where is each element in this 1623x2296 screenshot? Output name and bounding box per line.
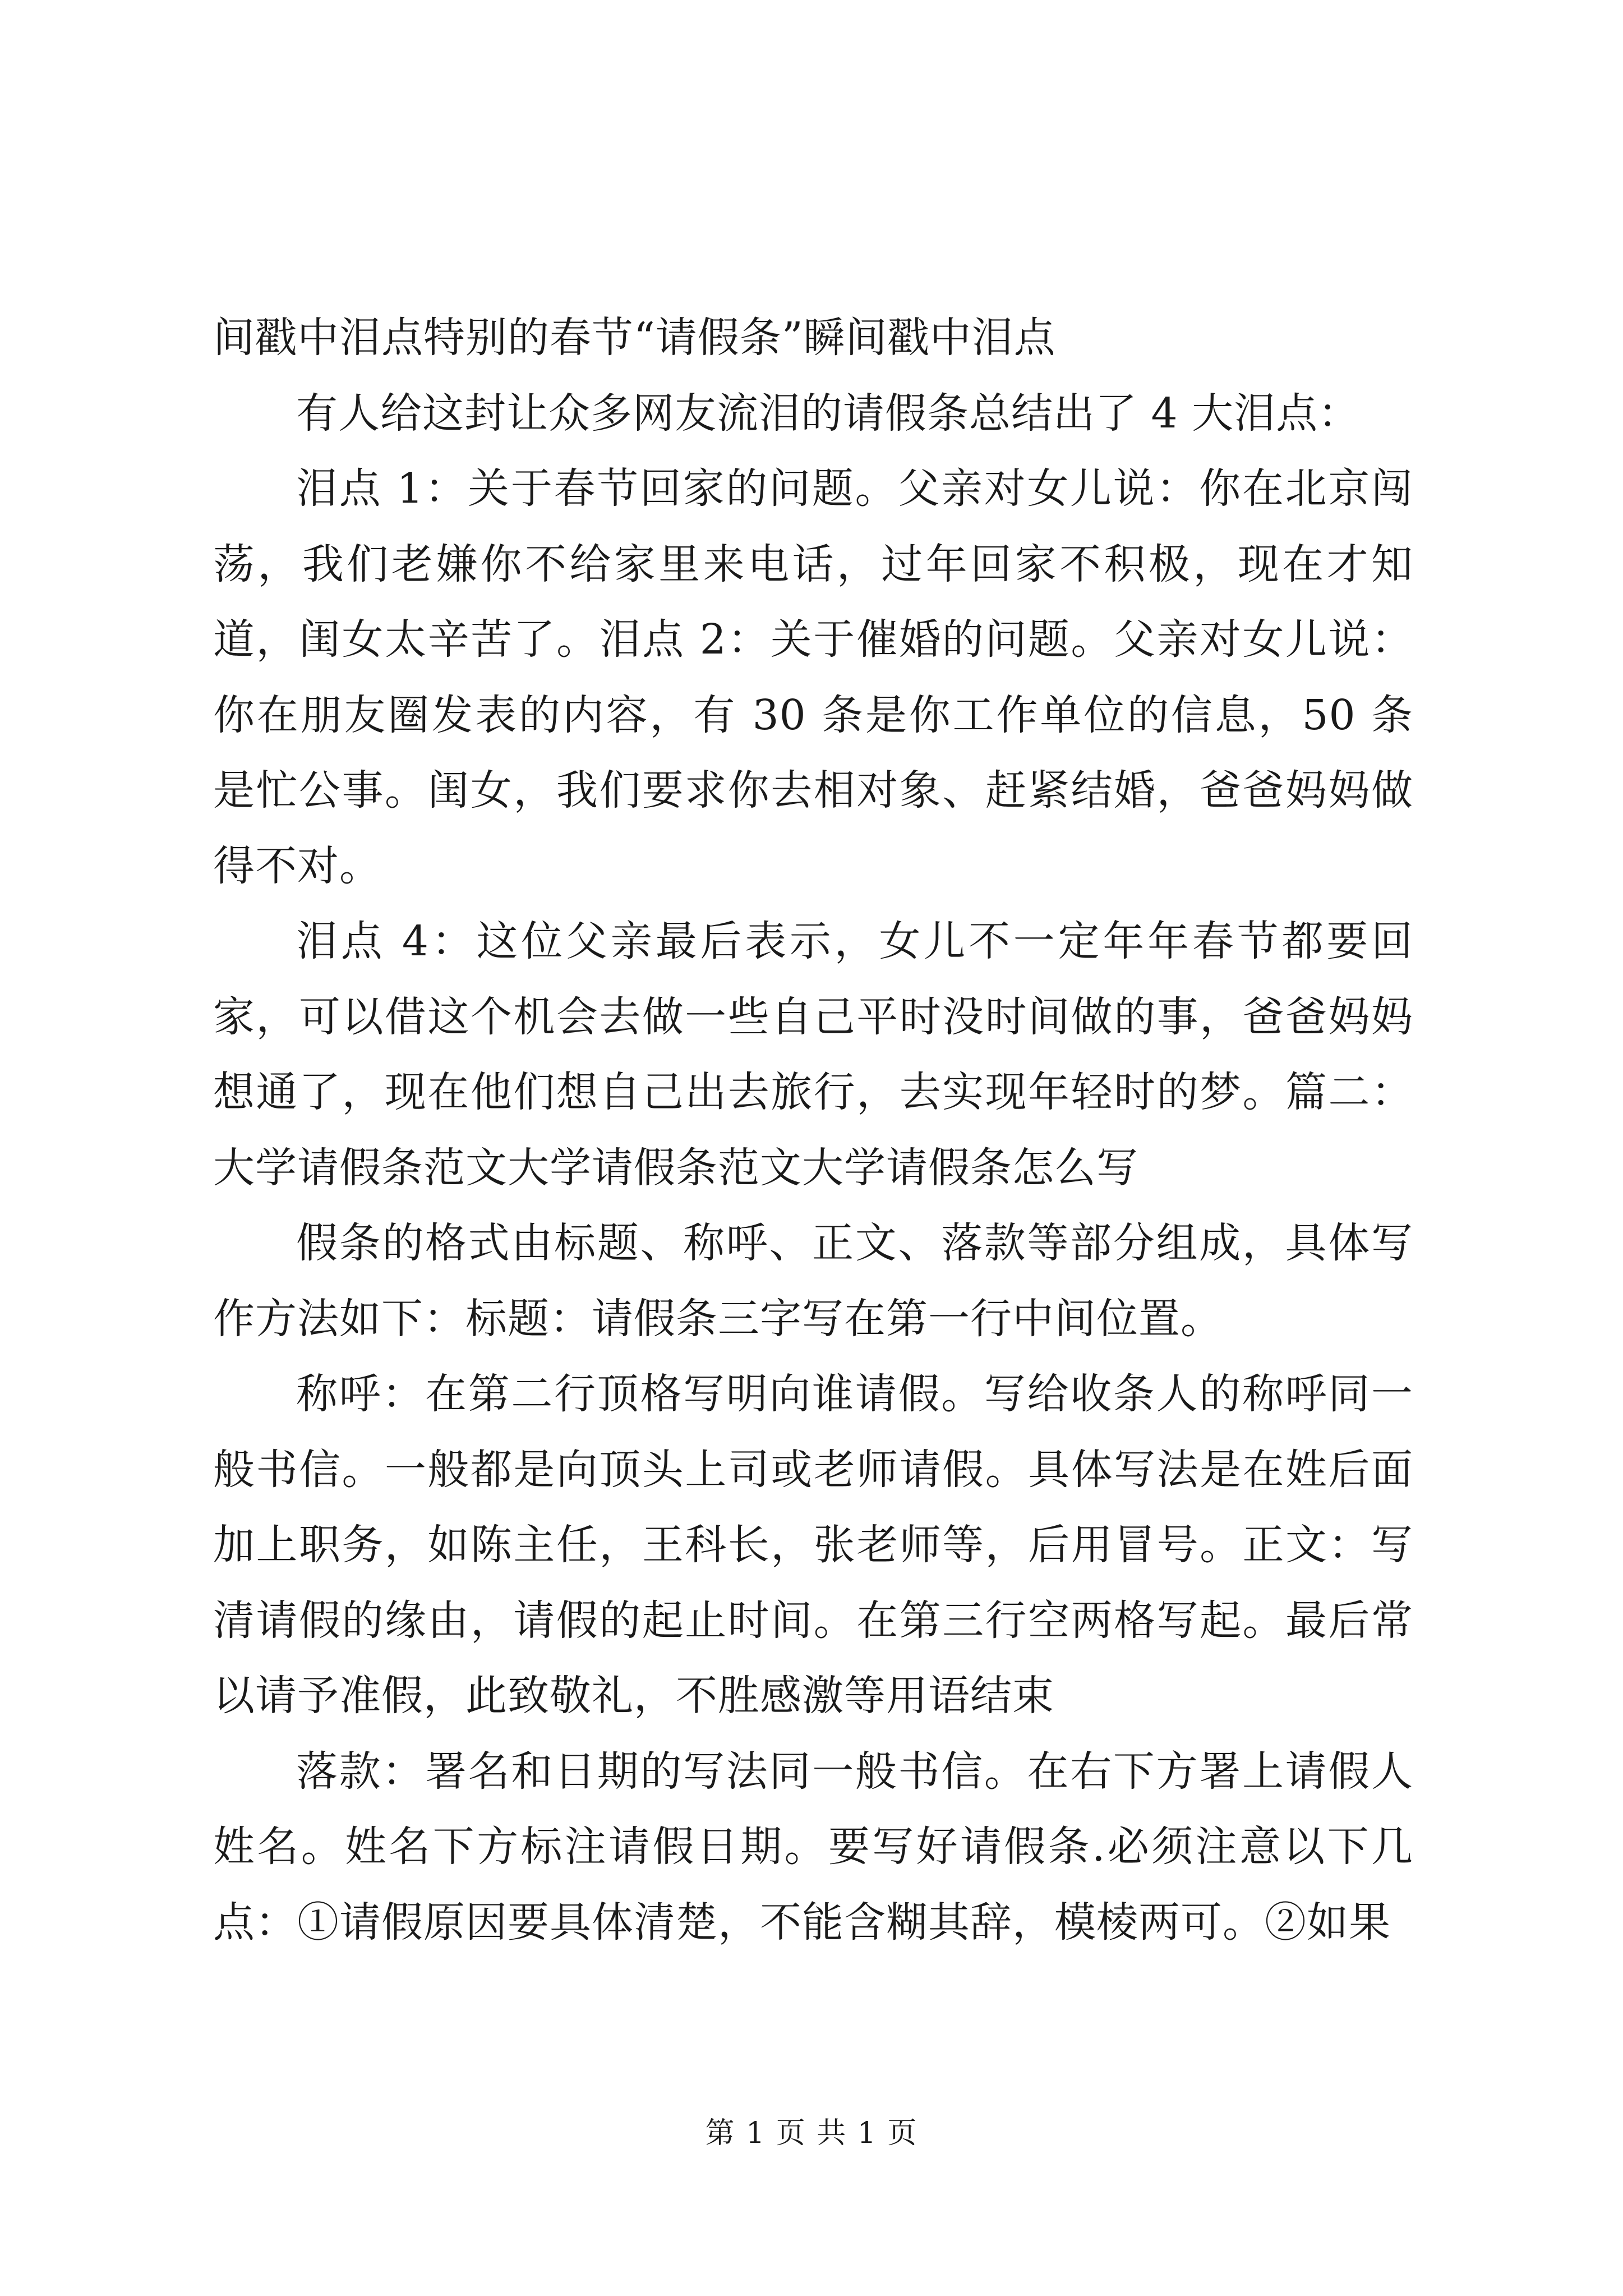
page-footer: 第 1 页 共 1 页 [705, 2116, 918, 2150]
paragraph-intro: 有人给这封让众多网友流泪的请假条总结出了 4 大泪点： [296, 389, 1361, 438]
document-body [213, 300, 1413, 1960]
paragraph-signature: 落款：署名和日期的写法同一般书信。在右下方署上请假人姓名。姓名下方标注请假日期。要写好请假条.必须注意以下几点：①请假原因要具体清楚，不能含糊其辞，模棱两可。②如果 [213, 1747, 1413, 1947]
paragraph-tear-point-4: 泪点 4：这位父亲最后表示，女儿不一定年年春节都要回家，可以借这个机会去做一些自己平时没时间做的事，爸爸妈妈想通了，现在他们想自己出去旅行，去实现年轻时的梦。篇二：大学请假条范文大学请假条范文大学请假条怎么写 [213, 917, 1413, 1192]
paragraph-format: 假条的格式由标题、称呼、正文、落款等部分组成，具体写作方法如下：标题：请假条三字写在第一行中间位置。 [213, 1219, 1413, 1343]
paragraph-title-line: 间戳中泪点特别的春节“请假条”瞬间戳中泪点 [213, 314, 1056, 362]
paragraph-tear-points-1-2: 泪点 1：关于春节回家的问题。父亲对女儿说：你在北京闯荡，我们老嫌你不给家里来电话，过年回家不积极，现在才知道，闺女太辛苦了。泪点 2：关于催婚的问题。父亲对女儿说：你在朋友圈发表的内容，有 30 条是你工作单位的信息，50 条是忙公事。闺女，我们要求你去相对象、赶紧结婚，爸爸妈妈做得不对。 [213, 464, 1413, 890]
paragraph-salutation: 称呼：在第二行顶格写明向谁请假。写给收条人的称呼同一般书信。一般都是向顶头上司或老师请假。具体写法是在姓后面加上职务，如陈主任，王科长，张老师等，后用冒号。正文：写清请假的缘由，请假的起止时间。在第三行空两格写起。最后常以请予准假，此致敬礼，不胜感激等用语结束 [213, 1370, 1413, 1720]
